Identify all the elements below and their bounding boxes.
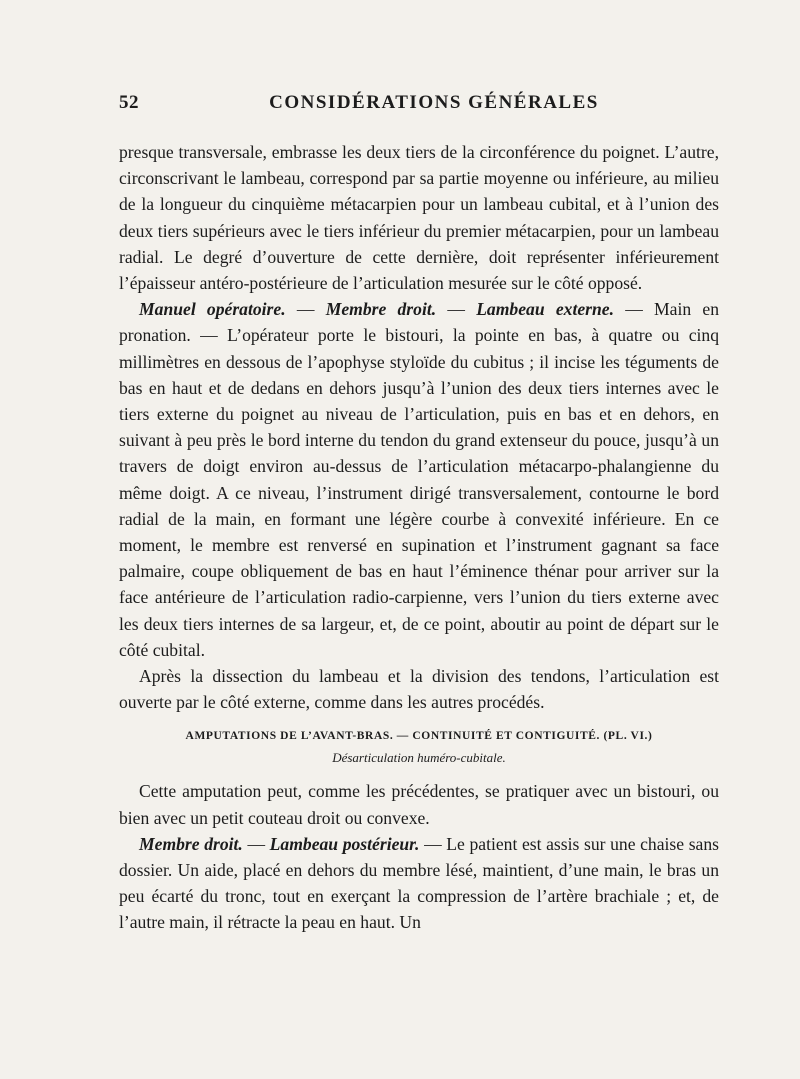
- italic-lead-lambeau: Lambeau externe.: [476, 299, 614, 320]
- section-heading: AMPUTATIONS DE L’AVANT-BRAS. — CONTINUITÉ ET CONTIGUITÉ. (PL. VI.): [185, 730, 653, 743]
- paragraph-dissection: Après la dissection du lambeau et la division des tendons, l’articulation est ouverte par le côté externe, comme dans les autres procédés.: [119, 666, 719, 713]
- paragraph-amputation: Cette amputation peut, comme les précédentes, se pratiquer avec un bistouri, ou bien avec un petit couteau droit ou convexe.: [119, 781, 719, 828]
- paragraph-text: — Main en pronation. — L’opérateur porte le bistouri, la pointe en bas, à quatre ou cinq millimètres en dessous de l’apophyse styloïde du cubitus ; il incise les téguments de bas en haut et de dedans en dehors jusqu’à l’union des deux tiers internes avec le tiers externe du poignet au niveau de l’articulation, puis en bas et en dehors, en suivant à peu près le bord interne du tendon du grand extenseur du pouce, jusqu’à un travers de doigt environ au-dessus de l’articulation métacarpo-phalangienne du même doigt. A ce niveau, l’instrument dirigé transversalement, contourne le bord radial de la main, en formant une légère courbe à convexité inférieure. En ce moment, le membre est renversé en supination et l’instrument gagnant sa face palmaire, coupe obliquement de bas en haut l’éminence thénar pour arriver sur la face antérieure de l’articulation radio-carpienne, vers l’union du tiers externe avec les deux tiers internes de sa largeur, et, de ce point, aboutir au point de départ sur le côté cubital.: [119, 299, 720, 660]
- separator: —: [242, 833, 270, 854]
- page-header: [119, 92, 719, 118]
- running-title: CONSIDÉRATIONS GÉNÉRALES: [269, 92, 599, 113]
- separator: —: [436, 299, 477, 320]
- paragraph-membre-droit: [119, 831, 719, 936]
- italic-lead-lambeau: Lambeau postérieur.: [269, 833, 420, 854]
- section-subheading: Désarticulation huméro-cubitale.: [332, 750, 506, 766]
- italic-lead-membre: Membre droit.: [139, 833, 243, 854]
- page-number: 52: [119, 92, 139, 113]
- paragraph-text: — Le patient est assis sur une chaise sans dossier. Un aide, placé en dehors du membre lésé, maintient, d’une main, le bras un peu écarté du tronc, tout en exerçant la compression de l’artère brachiale ; et, de l’autre main, il rétracte la peau en haut. Un: [119, 833, 719, 933]
- separator: —: [285, 299, 326, 320]
- italic-lead-manuel: Manuel opératoire.: [139, 299, 286, 320]
- paragraph-continuation: presque transversale, embrasse les deux tiers de la circonférence du poignet. L’autre, circonscrivant le lambeau, correspond par sa partie moyenne ou inférieure, au milieu de la longueur du cinquième métacarpien pour un lambeau cubital, et à l’union des deux tiers supérieurs avec le tiers inférieur du premier métacarpien, pour un lambeau radial. Le degré d’ouverture de cette dernière, doit représenter inférieurement l’épaisseur antéro-postérieure de l’articulation mesurée sur le côté opposé.: [119, 142, 719, 294]
- body-text: [119, 139, 719, 936]
- paragraph-manuel-operatoire: [119, 296, 719, 663]
- italic-lead-membre: Membre droit.: [325, 299, 437, 320]
